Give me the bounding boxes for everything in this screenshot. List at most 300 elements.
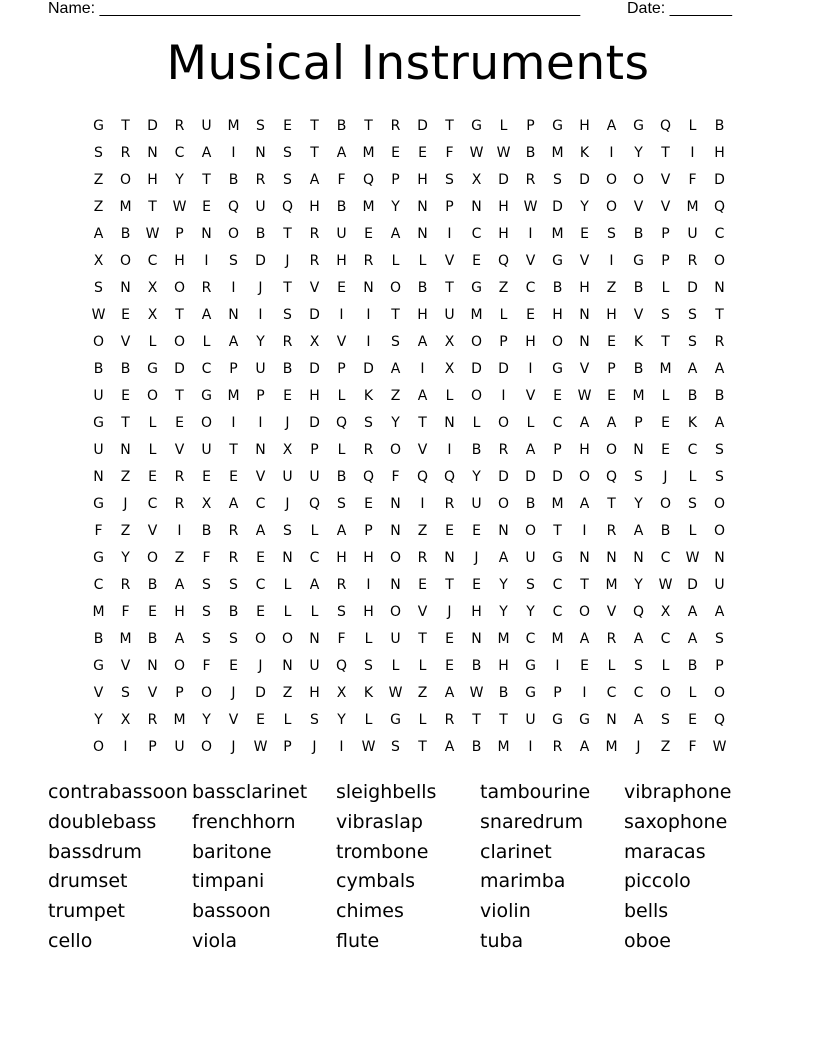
grid-letter: Z [417, 685, 428, 702]
grid-letter: A [417, 387, 428, 404]
grid-letter: O [713, 252, 726, 269]
grid-letter: P [337, 360, 346, 377]
grid-letter: B [552, 279, 563, 296]
grid-letter: A [309, 577, 320, 594]
grid-letter: C [93, 577, 104, 594]
grid-letter: D [363, 360, 374, 377]
grid-letter: O [200, 685, 213, 702]
grid-letter: U [525, 712, 536, 729]
grid-letter: V [417, 604, 428, 621]
grid-letter: E [364, 495, 373, 512]
grid-letter: P [364, 522, 373, 539]
grid-letter: F [391, 468, 400, 485]
grid-letter: J [285, 495, 290, 512]
grid-letter: M [551, 144, 564, 161]
grid-letter: B [660, 522, 671, 539]
grid-letter: C [660, 631, 671, 648]
grid-letter: A [444, 685, 455, 702]
grid-letter: X [120, 712, 131, 729]
grid-letter: O [227, 225, 240, 242]
grid-letter: E [121, 387, 130, 404]
word-list-item: marimba [480, 870, 566, 893]
grid-letter: D [525, 468, 536, 485]
grid-letter: P [661, 225, 670, 242]
grid-letter: L [472, 414, 481, 431]
grid-letter: M [605, 739, 618, 756]
grid-letter: W [685, 550, 700, 567]
grid-letter: A [687, 360, 698, 377]
grid-letter: A [687, 631, 698, 648]
grid-letter: I [258, 414, 263, 431]
grid-letter: H [363, 604, 374, 621]
word-list-item: contrabassoon [48, 781, 188, 803]
grid-letter: P [175, 225, 184, 242]
grid-letter: A [579, 631, 590, 648]
grid-letter: U [525, 550, 536, 567]
word-list-item: maracas [624, 840, 706, 863]
grid-letter: Q [497, 252, 510, 269]
grid-letter: L [661, 279, 670, 296]
grid-letter: H [336, 252, 347, 269]
grid-letter: O [524, 522, 537, 539]
grid-letter: A [390, 225, 401, 242]
grid-letter: O [173, 279, 186, 296]
grid-letter: O [173, 658, 186, 675]
grid-letter: L [283, 712, 292, 729]
grid-letter: T [202, 171, 211, 188]
grid-letter: B [633, 225, 644, 242]
word-list-item: bells [624, 900, 669, 923]
grid-letter: A [93, 225, 104, 242]
grid-letter: W [469, 685, 484, 702]
grid-letter: B [336, 117, 347, 134]
grid-letter: R [363, 252, 374, 269]
grid-letter: A [417, 333, 428, 350]
grid-letter: O [92, 739, 105, 756]
word-list-item: tuba [480, 929, 524, 952]
grid-letter: E [148, 604, 157, 621]
grid-letter: B [714, 117, 725, 134]
grid-letter: S [229, 252, 238, 269]
grid-letter: X [147, 279, 158, 296]
grid-letter: I [528, 225, 533, 242]
grid-letter: L [202, 333, 211, 350]
grid-letter: F [688, 171, 697, 188]
grid-letter: H [714, 144, 725, 161]
word-list-item: bassoon [192, 900, 271, 923]
grid-letter: A [606, 414, 617, 431]
grid-letter: I [420, 360, 425, 377]
grid-letter: D [687, 279, 698, 296]
grid-letter: T [553, 522, 562, 539]
grid-letter: C [147, 495, 158, 512]
grid-letter: T [715, 306, 724, 323]
grid-letter: O [713, 685, 726, 702]
grid-letter: R [363, 441, 374, 458]
grid-letter: D [552, 468, 563, 485]
grid-letter: T [661, 144, 670, 161]
grid-letter: O [281, 631, 294, 648]
grid-letter: G [633, 117, 644, 134]
grid-letter: S [337, 495, 346, 512]
grid-letter: E [418, 577, 427, 594]
grid-letter: M [605, 577, 618, 594]
grid-letter: T [472, 712, 481, 729]
grid-letter: V [336, 333, 347, 350]
grid-letter: Z [93, 198, 104, 215]
grid-letter: M [173, 712, 186, 729]
grid-letter: W [658, 577, 673, 594]
grid-letter: J [312, 739, 317, 756]
grid-letter: Q [659, 117, 672, 134]
date-line: Date: _______ [627, 0, 732, 17]
word-list-item: saxophone [624, 810, 728, 833]
grid-letter: V [606, 604, 617, 621]
grid-letter: S [364, 658, 373, 675]
grid-letter: E [148, 468, 157, 485]
grid-letter: L [283, 604, 292, 621]
grid-letter: H [363, 550, 374, 567]
grid-letter: N [714, 279, 725, 296]
grid-letter: Y [337, 712, 346, 729]
grid-letter: E [229, 658, 238, 675]
grid-letter: V [579, 360, 590, 377]
grid-letter: G [93, 495, 104, 512]
grid-letter: N [93, 468, 104, 485]
grid-letter: Y [202, 712, 211, 729]
grid-letter: C [255, 577, 266, 594]
grid-letter: D [309, 306, 320, 323]
grid-letter: L [526, 414, 535, 431]
grid-letter: R [309, 225, 320, 242]
grid-letter: I [420, 495, 425, 512]
grid-letter: O [659, 685, 672, 702]
grid-letter: O [119, 252, 132, 269]
grid-letter: S [94, 279, 103, 296]
grid-letter: H [471, 604, 482, 621]
grid-letter: N [147, 144, 158, 161]
grid-letter: Y [634, 495, 643, 512]
word-list [48, 778, 768, 957]
grid-letter: W [496, 144, 511, 161]
grid-letter: T [121, 414, 130, 431]
grid-letter: H [552, 306, 563, 323]
grid-letter: S [229, 577, 238, 594]
grid-letter: I [528, 739, 533, 756]
grid-letter: R [606, 631, 617, 648]
grid-letter: S [94, 144, 103, 161]
grid-letter: L [499, 306, 508, 323]
grid-letter: Z [93, 171, 104, 188]
grid-letter: V [120, 333, 131, 350]
grid-letter: F [445, 144, 454, 161]
grid-letter: N [444, 414, 455, 431]
grid-letter: S [661, 712, 670, 729]
grid-letter: U [174, 739, 185, 756]
grid-letter: D [714, 171, 725, 188]
grid-letter: F [121, 604, 130, 621]
grid-letter: Z [282, 685, 293, 702]
grid-letter: R [525, 171, 536, 188]
grid-letter: L [661, 387, 670, 404]
grid-letter: G [471, 117, 482, 134]
grid-letter: T [283, 279, 292, 296]
grid-letter: Y [499, 604, 508, 621]
grid-letter: V [174, 441, 185, 458]
grid-letter: S [715, 441, 724, 458]
grid-letter: C [660, 550, 671, 567]
grid-letter: P [148, 739, 157, 756]
grid-letter: H [417, 171, 428, 188]
grid-letter: V [309, 279, 320, 296]
grid-letter: V [633, 306, 644, 323]
grid-letter: G [93, 414, 104, 431]
grid-letter: C [147, 252, 158, 269]
grid-letter: Y [634, 577, 643, 594]
grid-letter: D [471, 360, 482, 377]
word-list-item: frenchhorn [192, 810, 296, 833]
grid-letter: R [120, 144, 131, 161]
grid-letter: H [579, 441, 590, 458]
grid-letter: I [258, 306, 263, 323]
grid-letter: R [228, 522, 239, 539]
grid-letter: B [714, 387, 725, 404]
grid-letter: I [366, 333, 371, 350]
grid-letter: J [285, 252, 290, 269]
grid-letter: B [336, 198, 347, 215]
grid-letter: L [148, 333, 157, 350]
grid-letter: E [688, 712, 697, 729]
grid-letter: E [202, 198, 211, 215]
grid-letter: R [255, 171, 266, 188]
grid-letter: H [147, 171, 158, 188]
grid-letter: V [255, 468, 266, 485]
grid-letter: L [283, 577, 292, 594]
grid-letter: U [714, 577, 725, 594]
grid-letter: M [497, 739, 510, 756]
grid-letter: B [498, 685, 509, 702]
grid-letter: T [445, 577, 454, 594]
grid-letter: B [228, 604, 239, 621]
grid-letter: M [227, 387, 240, 404]
grid-letter: S [391, 739, 400, 756]
grid-letter: P [634, 414, 643, 431]
grid-letter: E [661, 441, 670, 458]
grid-letter: S [688, 306, 697, 323]
grid-letter: N [201, 225, 212, 242]
grid-letter: N [228, 306, 239, 323]
grid-letter: G [93, 658, 104, 675]
grid-letter: G [471, 279, 482, 296]
grid-letter: B [687, 658, 698, 675]
grid-letter: T [418, 631, 427, 648]
grid-letter: T [391, 306, 400, 323]
grid-letter: E [526, 306, 535, 323]
grid-letter: E [472, 252, 481, 269]
grid-letter: R [606, 522, 617, 539]
grid-letter: L [445, 387, 454, 404]
grid-letter: Q [335, 414, 348, 431]
grid-letter: R [282, 333, 293, 350]
grid-letter: M [497, 631, 510, 648]
grid-letter: N [498, 522, 509, 539]
grid-letter: E [121, 306, 130, 323]
grid-letter: S [526, 577, 535, 594]
grid-letter: M [551, 225, 564, 242]
grid-letter: U [201, 441, 212, 458]
grid-letter: W [523, 198, 538, 215]
grid-letter: Y [391, 414, 400, 431]
grid-letter: T [607, 495, 616, 512]
grid-letter: F [337, 171, 346, 188]
grid-letter: Z [120, 522, 131, 539]
grid-letter: O [470, 333, 483, 350]
grid-letter: H [498, 198, 509, 215]
grid-letter: S [364, 414, 373, 431]
grid-letter: L [688, 685, 697, 702]
grid-letter: N [579, 550, 590, 567]
grid-letter: M [362, 144, 375, 161]
grid-letter: U [390, 631, 401, 648]
grid-letter: T [229, 441, 238, 458]
grid-letter: A [687, 604, 698, 621]
word-list-item: trombone [336, 840, 429, 863]
grid-letter: E [175, 414, 184, 431]
grid-letter: U [255, 198, 266, 215]
grid-letter: I [609, 252, 614, 269]
grid-letter: E [202, 468, 211, 485]
word-list-item: piccolo [624, 870, 691, 893]
grid-letter: B [120, 225, 131, 242]
word-list-item: cello [48, 929, 93, 952]
grid-letter: B [147, 577, 158, 594]
grid-letter: F [337, 631, 346, 648]
grid-letter: J [636, 739, 641, 756]
grid-letter: M [92, 604, 105, 621]
grid-letter: E [364, 225, 373, 242]
grid-letter: D [687, 577, 698, 594]
grid-letter: S [283, 171, 292, 188]
grid-letter: R [417, 550, 428, 567]
grid-letter: K [363, 387, 374, 404]
grid-letter: I [582, 685, 587, 702]
word-list-item: trumpet [48, 900, 126, 923]
grid-letter: W [91, 306, 106, 323]
grid-letter: O [389, 604, 402, 621]
grid-letter: L [607, 658, 616, 675]
grid-letter: N [390, 522, 401, 539]
grid-letter: Q [605, 468, 618, 485]
grid-letter: J [231, 739, 236, 756]
grid-letter: U [444, 306, 455, 323]
grid-letter: D [174, 360, 185, 377]
grid-letter: C [606, 685, 617, 702]
grid-letter: M [119, 631, 132, 648]
grid-letter: R [201, 279, 212, 296]
grid-letter: M [659, 360, 672, 377]
grid-letter: O [632, 171, 645, 188]
grid-letter: S [715, 468, 724, 485]
grid-letter: G [201, 387, 212, 404]
grid-letter: M [470, 306, 483, 323]
grid-letter: M [686, 198, 699, 215]
grid-letter: Q [281, 198, 294, 215]
grid-letter: T [445, 117, 454, 134]
grid-letter: F [202, 658, 211, 675]
grid-letter: E [229, 468, 238, 485]
grid-letter: N [579, 333, 590, 350]
grid-letter: L [337, 441, 346, 458]
grid-letter: T [175, 306, 184, 323]
grid-letter: V [633, 198, 644, 215]
grid-letter: P [175, 685, 184, 702]
grid-letter: R [120, 577, 131, 594]
grid-letter: J [663, 468, 668, 485]
grid-letter: L [148, 414, 157, 431]
grid-letter: B [633, 360, 644, 377]
grid-letter: X [471, 171, 482, 188]
word-list-item: violin [480, 900, 531, 923]
grid-letter: N [255, 144, 266, 161]
grid-letter: A [606, 117, 617, 134]
word-list-item: snaredrum [480, 810, 584, 833]
grid-letter: F [202, 550, 211, 567]
grid-letter: B [147, 631, 158, 648]
grid-letter: P [607, 360, 616, 377]
grid-letter: S [688, 333, 697, 350]
grid-letter: K [579, 144, 590, 161]
grid-letter: Q [362, 468, 375, 485]
grid-letter: A [498, 550, 509, 567]
grid-letter: W [712, 739, 727, 756]
grid-letter: U [255, 360, 266, 377]
word-list-item: clarinet [480, 840, 552, 863]
grid-letter: O [497, 495, 510, 512]
grid-letter: B [633, 279, 644, 296]
grid-letter: O [713, 522, 726, 539]
grid-letter: E [445, 631, 454, 648]
grid-letter: W [361, 739, 376, 756]
grid-letter: L [364, 631, 373, 648]
grid-letter: O [713, 495, 726, 512]
grid-letter: E [472, 577, 481, 594]
grid-letter: G [525, 685, 536, 702]
grid-letter: O [389, 441, 402, 458]
grid-letter: E [580, 225, 589, 242]
grid-letter: S [607, 225, 616, 242]
grid-letter: C [552, 604, 563, 621]
grid-letter: G [93, 550, 104, 567]
grid-letter: P [499, 333, 508, 350]
grid-letter: P [715, 658, 724, 675]
grid-letter: B [471, 658, 482, 675]
word-list-item: flute [336, 929, 380, 952]
grid-letter: R [174, 468, 185, 485]
grid-letter: O [254, 631, 267, 648]
grid-letter: I [582, 522, 587, 539]
grid-letter: G [552, 712, 563, 729]
grid-letter: H [525, 333, 536, 350]
grid-letter: A [201, 144, 212, 161]
grid-letter: G [552, 252, 563, 269]
grid-letter: U [201, 117, 212, 134]
grid-letter: H [498, 225, 509, 242]
letter-grid [85, 112, 733, 761]
grid-letter: S [202, 631, 211, 648]
grid-letter: M [362, 198, 375, 215]
grid-letter: P [256, 387, 265, 404]
grid-letter: X [444, 360, 455, 377]
